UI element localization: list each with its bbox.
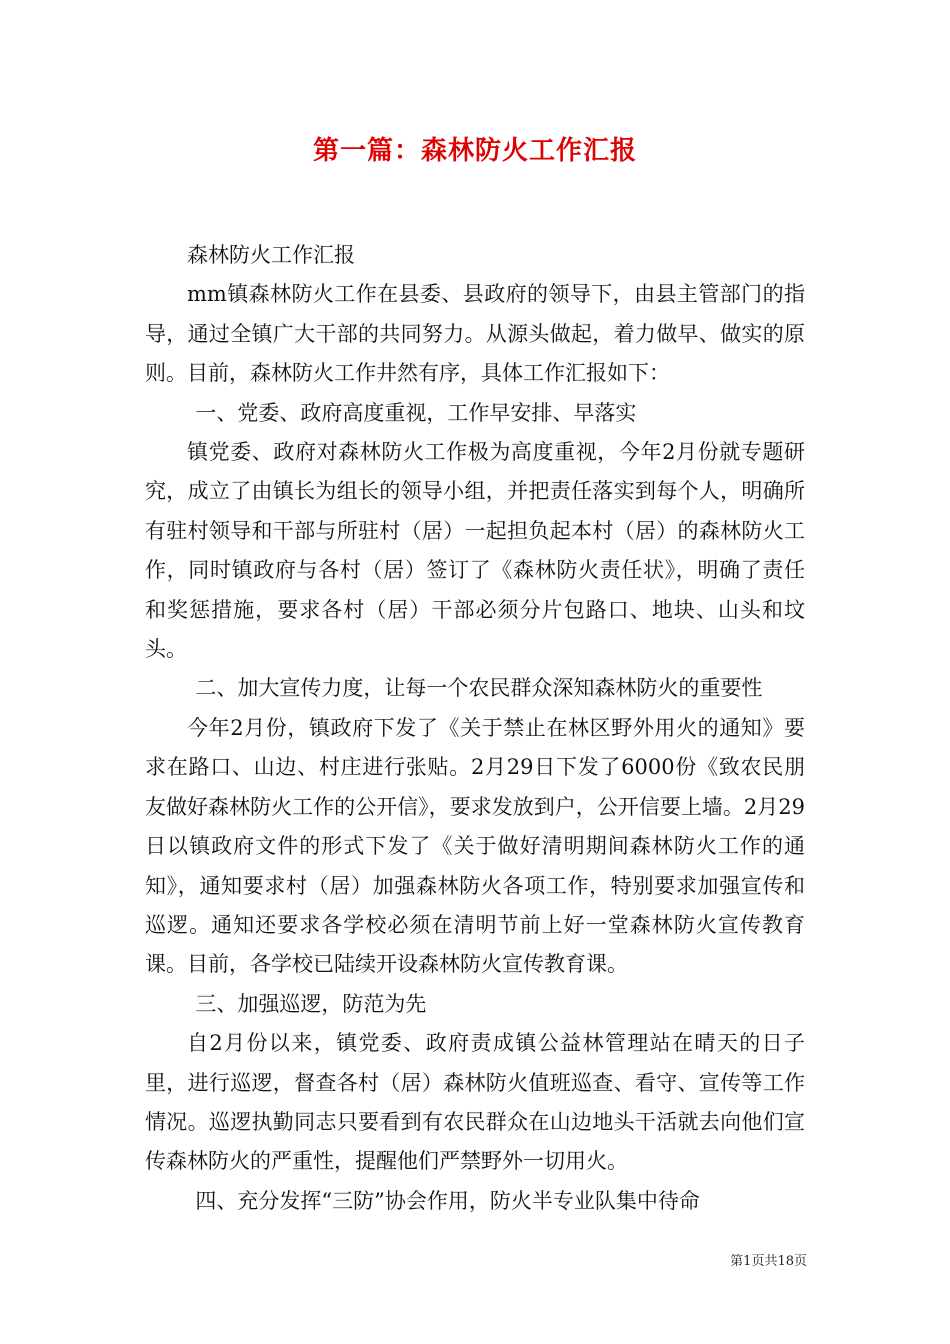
paragraph-section-1: 镇党委、政府对森林防火工作极为高度重视，今年2月份就专题研究，成立了由镇长为组长的领导小组，并把责任落实到每个人，明确所有驻村领导和干部与所驻村（居）一起担负起本村（居）的森林防火工作，同时镇政府与各村（居）签订了《森林防火责任状》，明确了责任和奖惩措施，要求各村（居）干部必须分片包路口、地块、山头和坟头。 bbox=[145, 440, 805, 662]
document-subtitle: 森林防火工作汇报 bbox=[187, 243, 355, 267]
page-number: 第1页共18页 bbox=[730, 1254, 807, 1269]
section-heading-2: 二、加大宣传力度，让每一个农民群众深知森林防火的重要性 bbox=[195, 676, 763, 701]
section-heading-1: 一、党委、政府高度重视，工作早安排、早落实 bbox=[195, 400, 637, 425]
document-body bbox=[145, 236, 805, 1221]
document-title: 第一篇：森林防火工作汇报 bbox=[312, 136, 637, 166]
paragraph-section-3: 自2月份以来，镇党委、政府责成镇公益林管理站在晴天的日子里，进行巡逻，督查各村（居）森林防火值班巡查、看守、宣传等工作情况。巡逻执勤同志只要看到有农民群众在山边地头干活就去向他们宣传森林防火的严重性，提醒他们严禁野外一切用火。 bbox=[145, 1031, 805, 1174]
paragraph-intro: mm镇森林防火工作在县委、县政府的领导下，由县主管部门的指导，通过全镇广大干部的共同努力。从源头做起，着力做早、做实的原则。目前，森林防火工作井然有序，具体工作汇报如下： bbox=[145, 282, 805, 386]
paragraph-section-2: 今年2月份，镇政府下发了《关于禁止在林区野外用火的通知》要求在路口、山边、村庄进行张贴。2月29日下发了6000份《致农民朋友做好森林防火工作的公开信》，要求发放到户，公开信要上墙。2月29日以镇政府文件的形式下发了《关于做好清明期间森林防火工作的通知》，通知要求村（居）加强森林防火各项工作，特别要求加强宣传和巡逻。通知还要求各学校必须在清明节前上好一堂森林防火宣传教育课。目前，各学校已陆续开设森林防火宣传教育课。 bbox=[145, 715, 805, 977]
section-heading-3: 三、加强巡逻，防范为先 bbox=[195, 991, 427, 1016]
section-heading-4: 四、充分发挥“三防”协会作用，防火半专业队集中待命 bbox=[195, 1188, 700, 1213]
